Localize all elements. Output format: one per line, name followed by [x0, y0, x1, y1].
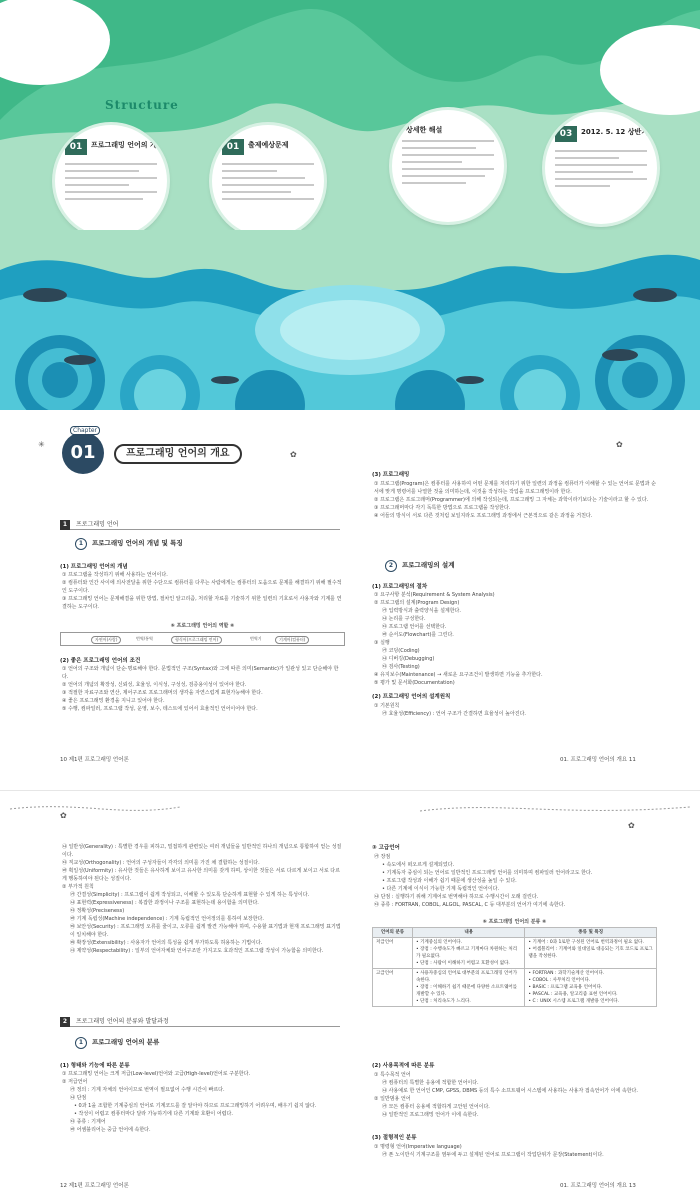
ocean-waves-illustration [0, 230, 700, 410]
paragraph: ② 일반범용 언어 [374, 1096, 411, 1102]
heading: (2) 프로그래밍 언어의 설계원칙 [372, 694, 451, 700]
bird-doodle-icon: ✿ [60, 811, 67, 820]
paragraph-list [374, 1143, 656, 1159]
bird-doodle-icon: ✿ [628, 821, 635, 830]
heading: (3) 프로그래밍 [372, 472, 410, 478]
bird-doodle-icon: ✿ [616, 440, 623, 449]
paragraph: ④ 좋은 프로그래밍 환경을 지니고 있어야 한다. [62, 698, 165, 704]
table-cell: • FORTRAN : 과학기술계산 언어이다. • COBOL : 사무처리 언어이다. • BASIC : 프로그램 교육용 언어이다. • PASCAL : 교육용, 알고리즘 표현 언어이다. • C : UNIX 시스템 프로그램 개발용 언어이다. [525, 969, 657, 1007]
table-cell: • 기계어 : 0과 1로만 구성된 언어로 번역과정이 필요 없다. • 어셈블리어 : 기계어와 일대일로 대응되는 기호 코드로 프로그램을 작성한다. [525, 938, 657, 969]
structure-title: Structure [105, 98, 179, 112]
step-list [374, 591, 656, 687]
paragraph: ① 명령형 언어(Imperative language) [374, 1144, 462, 1150]
paragraph: ③ 프로그래머마다 각기 독특한 방법으로 프로그램을 작성한다. [374, 505, 511, 511]
heading: ③ 고급언어 [372, 845, 400, 851]
paragraph: ㉯ 표현력(Expressiveness) : 복잡한 과정이나 구조를 표현하는데 용이함을 의미한다. [70, 900, 259, 906]
panel-title: 2012. 5. 12 상반기 [581, 128, 649, 136]
paragraph: ② 언어의 개념의 확장성, 신뢰성, 효율성, 이식성, 구성성, 검증용이성이 있어야 한다. [62, 682, 247, 688]
paragraph: ③ 프로그래밍 언어는 문제해결을 위한 방법, 절차인 알고리즘, 처리할 자료를 기술하기 위한 일련의 기호로서 사용자와 기계를 연결하는 도구이다. [62, 596, 342, 610]
step-item: ④ 유지보수(Maintenance) → 새로운 요구조건이 발생하면 기능을 추가한다. [374, 672, 543, 678]
paragraph: ㉯ 사용예로 한 언어인 CMP, GPSS, DBMS 등의 특수 소프트웨어 시스템에 사용하는 사용자 접속언어가 이에 속한다. [382, 1088, 638, 1094]
paragraph: ② 컴퓨터와 인간 사이에 의사전달을 위한 수단으로 컴퓨터를 다루는 사람에게는 컴퓨터의 도움으로 문제를 해결하기 위해 필수적인 도구이다. [62, 580, 342, 594]
step-item: ① 요구사항 분석(Requirement & System Analysis) [374, 592, 495, 598]
paragraph: • 다른 기계에 이식이 가능한 기계 독립적인 언어이다. [382, 886, 500, 892]
page-footer-right: 01. 프로그래밍 언어의 개요 11 [560, 757, 636, 763]
paragraph: • 0과 1을 조합한 기계중심의 언어로 기계코드를 잘 알아야 하므로 프로그래밍하기 어려우며, 배우기 쉽지 않다. [74, 1103, 317, 1109]
diagram-arrow-label: 번역/통역 [133, 636, 156, 644]
table-header-row [373, 928, 657, 938]
paragraph: ㉮ 간결성(Simplicity) : 프로그램이 쉽게 작성되고, 이해할 수 있도록 단순하게 표현할 수 있게 하는 특성이다. [70, 892, 310, 898]
subsection-number: 1 [75, 1037, 87, 1049]
panel-text-lines [65, 163, 157, 205]
panel-number: 01 [222, 139, 244, 155]
paragraph: ㉯ 단점 [70, 1095, 87, 1101]
paragraph: ㉰ 종류 : FORTRAN, COBOL, ALGOL, PASCAL, C 등 대부분의 언어가 여기에 속한다. [374, 902, 566, 908]
panel-circle-1 [55, 125, 167, 237]
paragraph: ㉯ 일반성(Generality) : 특별한 경우를 피하고, 밀접하게 관련있는 여러 개념들을 일반적인 하나의 개념으로 통합하여 얻는 성질이다. [62, 844, 342, 858]
paragraph: ㉯ 단점 : 실행하기 위해 기계어로 번역해야 하므로 수행시간이 오래 걸린다. [374, 894, 539, 900]
heading: (2) 사용목적에 따른 분류 [372, 1063, 435, 1069]
subsection-title: 프로그래밍 언어의 개념 및 특징 [92, 539, 183, 547]
bird-doodle-icon: ✿ [290, 450, 297, 459]
section-header [60, 1017, 340, 1027]
paragraph: ㉴ 제약성(Respectability) : 일부의 언어자체와 언어구조만 가지고도 효과적인 프로그램 작성이 가능함을 의미한다. [70, 948, 324, 954]
paragraph: ㉰ 종류 : 기계어 [70, 1119, 106, 1125]
table-row [373, 938, 657, 969]
section-number: 2 [60, 1017, 70, 1027]
heading: (1) 프로그래밍의 절차 [372, 584, 428, 590]
section-number: 1 [60, 520, 70, 530]
paragraph: ⑤ 수행, 컴파일러, 프로그램 작성, 운영, 보수, 테스트에 있어서 효율적인 언어이어야 한다. [62, 706, 258, 712]
paragraph: ㉮ 모든 컴퓨터 응용에 적합하게 고안된 언어이다. [382, 1104, 490, 1110]
table-header-cell: 종류 및 특징 [525, 928, 657, 938]
table-title: ⑥ 프로그래밍 언어의 분류 ⑥ [482, 919, 547, 925]
paragraph: ④ 어들의 방식이 서로 다른 것처럼 보일지라도 프로그래밍 과정에서 근본적으로 같은 과정을 거친다. [374, 513, 593, 519]
paragraph: ㉰ 직교성(Orthogonality) : 언어의 구성자들이 각각의 의미를 가진 채 결합하는 성질이다. [62, 860, 260, 866]
paragraph: • 프로그램 작성과 이해가 쉽기 때문에 생산성을 높일 수 있다. [382, 878, 517, 884]
language-classification-table [372, 927, 657, 1007]
step-item: ㉯ 디버깅(Debugging) [382, 656, 435, 662]
section-title: 프로그래밍 언어 [76, 521, 119, 528]
paragraph: • 기계독자 중심이 되는 언어로 일반적인 프로그래밍 언어를 의미하며 컴파일러 언어라고도 한다. [382, 870, 593, 876]
chapter-title: 프로그래밍 언어의 개요 [114, 444, 242, 464]
table-row [373, 969, 657, 1007]
paragraph: ㉲ 보안성(Security) : 프로그래밍 오류를 줄이고, 오류를 쉽게 발견 가능해야 하며, 수용할 표기법과 현재 프로그래밍 표기법이 일치해야 한다. [70, 924, 341, 938]
paragraph: ① 프로그래밍 언어는 크게 저급(Low-level)언어와 고급(High-level)언어로 구분한다. [62, 1071, 251, 1077]
paragraph: ㉱ 기계 독립성(Machine independence) : 기계 독립적인 언어정의를 통하여 보장한다. [70, 916, 264, 922]
structure-banner [0, 0, 700, 410]
page-spread-12-13 [0, 790, 700, 1203]
paragraph: ㉮ 효율성(Efficiency) : 언어 구조가 간결하면 효율성이 높아진다. [382, 711, 526, 717]
panel-title: 상세한 해설 [406, 126, 443, 134]
panel-title: 출제예상문제 [248, 141, 289, 149]
diagram-node: 기계어(컴퓨터) [275, 636, 309, 644]
panel-number: 03 [555, 126, 577, 142]
dotted-flight-path-decoration [0, 799, 700, 819]
sun-doodle-icon: ✳ [38, 440, 45, 449]
step-item: ㉮ 입력방식과 출력양식을 설계한다. [382, 608, 461, 614]
panel-text-lines [402, 140, 494, 189]
diagram-arrow-label: 번역기 [247, 636, 265, 644]
subsection-title: 프로그래밍의 설계 [402, 561, 455, 569]
panel-number: 01 [65, 139, 87, 155]
paragraph: ㉱ 획일성(Uniformity) : 유사한 것들은 유사하게 보이고 유사한 의미를 갖게 하며, 상이한 것들은 서로 다르게 보이고 서로 다르게 행동하여야 된다는 성질이다. [62, 868, 340, 882]
paragraph: ㉳ 확장성(Extensibility) : 사용자가 언어의 특성을 쉽게 부가하도록 허용하는 기법이다. [70, 940, 263, 946]
paragraph: ㉰ 정확성(Preciseness) [70, 908, 125, 914]
step-item: ③ 실행 [374, 640, 390, 646]
page-footer-right: 01. 프로그래밍 언어의 개요 13 [560, 1183, 636, 1189]
panel-circle-3 [392, 110, 504, 222]
panel-circle-4 [545, 112, 657, 224]
step-item: ㉮ 코딩(Coding) [382, 648, 420, 654]
paragraph: ㉮ 폰 노이만식 기계구조를 염두에 두고 설계된 언어로 프로그램이 작업단위가 문장(Statement)이다. [382, 1152, 604, 1158]
paragraph: ㉮ 장점 [374, 854, 391, 860]
panel-text-lines [222, 163, 314, 205]
paragraph-list [62, 665, 344, 713]
chapter-tag: Chapter [70, 426, 100, 435]
paragraph: ① 기본원칙 [374, 703, 400, 709]
heading: (1) 형태와 기능에 따른 분류 [60, 1063, 130, 1069]
heading: (2) 좋은 프로그래밍 언어의 조건 [60, 658, 141, 664]
paragraph-list [374, 853, 656, 909]
table-cell: 저급언어 [373, 938, 413, 969]
paragraph: ① 언어의 구조와 개념이 단순·명료해야 한다. 문법적인 구조(Syntax)와 그에 따른 의미(Semantic)가 일관성 있고 단순해야 한다. [62, 666, 339, 680]
step-item: ㉰ 프로그램 언어를 선택한다. [382, 624, 447, 630]
table-cell: 고급언어 [373, 969, 413, 1007]
step-item: ② 프로그램의 설계(Program Design) [374, 600, 460, 606]
paragraph: ② 저급언어 [62, 1079, 88, 1085]
paragraph-list [62, 571, 344, 611]
subsection-number: 2 [385, 560, 397, 572]
chapter-number-badge: 01 [62, 432, 104, 474]
step-item: ⑤ 평가 및 문서화(Documentation) [374, 680, 455, 686]
paragraph-list [62, 843, 344, 955]
table-cell: • 사용자중심의 언어로 대부분의 프로그래밍 언어가 속한다. • 장점 : 이해하기 쉽기 때문에 다양한 소프트웨어를 개발할 수 있다. • 단점 : 처리속도가 느리다. [413, 969, 525, 1007]
heading: (1) 프로그래밍 언어의 개념 [60, 564, 128, 570]
paragraph: ① 특수목적 언어 [374, 1072, 411, 1078]
paragraph: ② 프로그램은 프로그래머(Programmer)에 의해 작성되는데, 프로그래밍 그 자체는 과학이라기보다는 기술이라고 할 수 있다. [374, 497, 649, 503]
paragraph: ㉯ 일반적인 프로그래밍 언어가 이에 속한다. [382, 1112, 479, 1118]
page-footer-left: 12 제1편 프로그래밍 언어론 [60, 1183, 129, 1189]
paragraph: ① 프로그램(Program)은 컴퓨터를 사용하여 어떤 문제를 처리하기 위한 일련의 과정을 컴퓨터가 이해할 수 있는 언어로 문법과 순서에 맞게 명령어를 나열한 것을 의미하는데, 이것을 작성하는 작업을 프로그래밍이라 한다. [374, 481, 656, 495]
panel-circle-2 [212, 125, 324, 237]
subsection-number: 1 [75, 538, 87, 550]
diagram-node: 형식어(프로그래밍 언어) [171, 636, 222, 644]
paragraph: • 속도에서 떠오르게 설계되었다. [382, 862, 455, 868]
table-cell: • 기계중심의 언어이다. • 장점 : 수행속도가 빠르고 기계마다 차원하는 처리가 필요없다. • 단점 : 사람이 이해하기 어렵고 호환성이 없다. [413, 938, 525, 969]
paragraph-list [374, 480, 656, 520]
subsection-heading [385, 560, 455, 572]
figure-title: ⑥ 프로그래밍 언어의 역할 ⑥ [170, 623, 235, 629]
page-spread-10-11 [0, 410, 700, 780]
paragraph: ㉮ 정의 : 기계 자체의 언어이므로 번역이 필요없어 수행 시간이 빠르다. [70, 1087, 225, 1093]
paragraph: • 작성이 어렵고 컴퓨터마다 달라 가능하기에 다른 기계와 호환이 어렵다. [74, 1111, 233, 1117]
step-item: ㉯ 논리를 구성한다. [382, 616, 426, 622]
page-footer-left: 10 제1편 프로그래밍 언어론 [60, 757, 129, 763]
paragraph-list [374, 702, 656, 718]
language-role-diagram [60, 632, 345, 646]
panel-text-lines [555, 150, 647, 192]
subsection-title: 프로그래밍 언어의 분류 [92, 1038, 160, 1046]
panel-title: 프로그래밍 언어의 개요 [91, 141, 164, 149]
subsection-heading [75, 1037, 159, 1049]
step-item: ㉰ 검사(Testing) [382, 664, 420, 670]
paragraph: ② 부가적 원칙 [62, 884, 94, 890]
diagram-node: 자연어(사람) [91, 636, 121, 644]
heading: (3) 절형적인 분류 [372, 1135, 417, 1141]
section-title: 프로그래밍 언어의 분류와 발달과정 [76, 1018, 169, 1025]
paragraph: ③ 적절한 자료구조와 연산, 제어구조로 프로그래머의 생각을 자연스럽게 표현가능해야 한다. [62, 690, 263, 696]
subsection-heading [75, 538, 183, 550]
table-header-cell: 언어의 분류 [373, 928, 413, 938]
paragraph: ㉱ 어셈블리어는 중급 언어에 속한다. [70, 1127, 151, 1133]
paragraph-list [374, 1071, 656, 1119]
step-item: ㉱ 순서도(Flowchart)를 그린다. [382, 632, 454, 638]
paragraph: ① 프로그램을 작성하기 위해 사용하는 언어이다. [62, 572, 168, 578]
paragraph-list [62, 1070, 344, 1134]
table-header-cell: 내용 [413, 928, 525, 938]
paragraph: ㉮ 컴퓨터의 특별한 응용에 적합한 언어이다. [382, 1080, 479, 1086]
section-header [60, 520, 340, 530]
